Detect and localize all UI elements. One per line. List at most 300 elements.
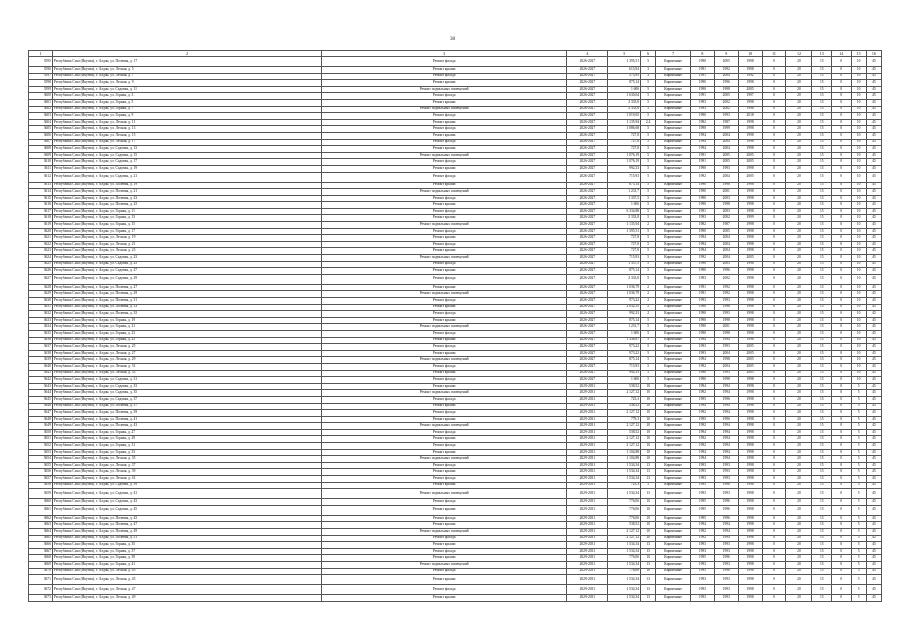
table-cell: Ремонт фасада [322, 515, 567, 522]
table-row [29, 324, 882, 331]
table-cell: 1993 [690, 585, 714, 595]
table-cell: 10 [851, 311, 866, 318]
table-cell: 1990 [690, 370, 714, 377]
table-cell: 0 [762, 383, 786, 390]
table-cell: Кирпичные [656, 248, 691, 255]
table-cell: 2018 [738, 113, 762, 120]
table-cell: 2005 [738, 357, 762, 364]
table-cell: 5 [851, 410, 866, 417]
table-cell: 15 [812, 443, 832, 450]
table-cell: 10 [641, 499, 656, 506]
table-cell: 0 [832, 222, 852, 229]
table-cell: Республика Саха (Якутия), г. Алдан, ул. Садовая, д. 35 [52, 390, 321, 397]
table-cell: 20 [786, 548, 812, 555]
table-cell: 45 [866, 449, 881, 456]
table-cell: 0 [832, 126, 852, 133]
table-cell: Кирпичные [656, 383, 691, 390]
table-cell: 3623 [29, 248, 53, 255]
table-cell: Кирпичные [656, 482, 691, 489]
table-cell: 1999 [714, 126, 738, 133]
table-row [29, 67, 882, 74]
table-cell: 0 [762, 390, 786, 397]
table-cell: Ремонт подвальных помещений [322, 529, 567, 536]
table-cell: 2 333,8 [608, 215, 641, 222]
table-cell: 2029-2031 [567, 429, 608, 436]
table-cell: 2026-2027 [567, 324, 608, 331]
table-cell: 0 [762, 67, 786, 74]
table-cell: 1998 [738, 235, 762, 242]
table-cell: 15 [812, 159, 832, 166]
table-cell: 1995 [690, 505, 714, 515]
table-row [29, 248, 882, 255]
table-cell: 45 [866, 159, 881, 166]
table-cell: Ремонт крыши [322, 416, 567, 423]
table-cell: 3609 [29, 152, 53, 159]
table-cell: 0 [832, 189, 852, 196]
table-row [29, 261, 882, 268]
table-cell: 3645 [29, 396, 53, 403]
table-cell: 5 [641, 159, 656, 166]
table-cell: 1996 [714, 396, 738, 403]
table-cell: Кирпичные [656, 311, 691, 318]
table-cell: 10 [851, 274, 866, 284]
table-cell: 10 [851, 57, 866, 67]
table-row [29, 350, 882, 357]
table-cell: 0 [832, 228, 852, 235]
table-cell: 15 [812, 344, 832, 351]
table-cell: Ремонт фасада [322, 195, 567, 202]
table-cell: 15 [812, 529, 832, 536]
table-cell: Республика Саха (Якутия), г. Алдан, ул. Лесная, д. 21 [52, 241, 321, 248]
table-cell: 1998 [738, 443, 762, 450]
table-cell: 2005 [714, 57, 738, 67]
table-cell: 0 [762, 215, 786, 222]
table-cell: 0 [762, 255, 786, 262]
table-row [29, 268, 882, 275]
table-cell: 0 [762, 535, 786, 542]
table-cell: Кирпичные [656, 222, 691, 229]
table-cell: 3632 [29, 311, 53, 318]
table-cell: 20 [786, 535, 812, 542]
table-cell: 20 [786, 449, 812, 456]
table-row [29, 330, 882, 337]
table-cell: 1992 [690, 535, 714, 542]
table-cell: 15 [812, 522, 832, 529]
table-cell: Республика Саха (Якутия), г. Алдан, ул. Полевая, д. 39 [52, 410, 321, 417]
table-cell: 1994 [714, 535, 738, 542]
table-cell: 5 [851, 429, 866, 436]
table-row [29, 469, 882, 476]
table-cell: 5 [641, 248, 656, 255]
table-cell: 10 [851, 298, 866, 305]
table-cell: 0 [832, 363, 852, 370]
table-cell: 1998 [738, 436, 762, 443]
table-cell: 0 [832, 449, 852, 456]
table-cell: Кирпичные [656, 429, 691, 436]
table-cell: 20 [786, 456, 812, 463]
table-cell: Республика Саха (Якутия), г. Алдан, ул. Садовая, д. 21 [52, 172, 321, 182]
table-row [29, 152, 882, 159]
table-cell: 1993 [690, 99, 714, 106]
table-cell: 20 [786, 152, 812, 159]
table-cell: 10 [851, 344, 866, 351]
table-cell: 0 [832, 410, 852, 417]
table-cell: 3669 [29, 561, 53, 568]
table-cell: Кирпичные [656, 255, 691, 262]
table-cell: 1992 [690, 255, 714, 262]
table-cell: 1998 [738, 585, 762, 595]
table-cell: 1993 [690, 575, 714, 585]
table-cell: 20 [786, 568, 812, 575]
table-cell: Кирпичные [656, 403, 691, 410]
table-cell: 1990 [690, 330, 714, 337]
table-cell: 1 076,19 [608, 152, 641, 159]
table-cell: 727,8 [608, 248, 641, 255]
table-cell: 10 [851, 235, 866, 242]
table-cell: 10 [641, 505, 656, 515]
table-cell: 2 333,8 [608, 99, 641, 106]
table-cell: 875,14 [608, 357, 641, 364]
table-cell: Ремонт фасада [322, 57, 567, 67]
table-cell: 15 [812, 561, 832, 568]
table-cell: 15 [812, 505, 832, 515]
table-cell: 1992 [714, 291, 738, 298]
table-cell: 3607 [29, 139, 53, 146]
table-cell: Ремонт фасада [322, 410, 567, 417]
table-cell: 1998 [738, 383, 762, 390]
table-cell: 2004 [714, 350, 738, 357]
table-cell: 1993 [714, 113, 738, 120]
table-cell: 0 [832, 113, 852, 120]
table-cell: 1998 [738, 119, 762, 126]
table-cell: 0 [832, 132, 852, 139]
table-cell: 2029-2031 [567, 489, 608, 499]
table-cell: 5 [641, 132, 656, 139]
table-cell: 2026-2027 [567, 172, 608, 182]
table-cell: 20 [786, 268, 812, 275]
table-row [29, 555, 882, 562]
table-cell: 10 [641, 410, 656, 417]
table-cell: 0 [762, 505, 786, 515]
table-cell: 3634 [29, 324, 53, 331]
table-cell: 1990 [690, 126, 714, 133]
table-cell: 1 606 [608, 377, 641, 384]
table-cell: 1994 [690, 337, 714, 344]
table-cell: 5 [851, 462, 866, 469]
header-cell: 2 [52, 51, 321, 57]
table-cell: 0 [832, 182, 852, 189]
table-cell: 20 [786, 595, 812, 602]
table-row [29, 462, 882, 469]
table-cell: Республика Саха (Якутия), г. Алдан, ул. Горная, д. 31 [52, 443, 321, 450]
table-cell: 3629 [29, 291, 53, 298]
table-cell: Республика Саха (Якутия), г. Алдан, ул. Лесная, д. 15 [52, 132, 321, 139]
table-cell: 5 [851, 416, 866, 423]
table-cell: Республика Саха (Якутия), г. Алдан, ул. Лесная, д. 31 [52, 363, 321, 370]
table-cell: 3621 [29, 235, 53, 242]
table-cell: 2026-2027 [567, 119, 608, 126]
table-cell: 2029-2031 [567, 548, 608, 555]
table-cell: 45 [866, 410, 881, 417]
table-row [29, 284, 882, 291]
table-cell: 2002 [714, 274, 738, 284]
table-cell: 0 [832, 522, 852, 529]
table-cell: 0 [762, 542, 786, 549]
table-cell: 2029-2031 [567, 522, 608, 529]
table-cell: Республика Саха (Якутия), г. Алдан, ул. Полевая, д. 41 [52, 416, 321, 423]
table-cell: Ремонт крыши [322, 67, 567, 74]
table-cell: Ремонт фасада [322, 568, 567, 575]
table-cell: 5 [851, 449, 866, 456]
table-cell: 1992 [690, 529, 714, 536]
table-cell: 0 [832, 370, 852, 377]
table-cell: Кирпичные [656, 182, 691, 189]
table-cell: Ремонт подвальных помещений [322, 222, 567, 229]
table-cell: 2026-2027 [567, 370, 608, 377]
table-cell: 20 [786, 482, 812, 489]
table-cell: Ремонт фасада [322, 228, 567, 235]
table-cell: 3601 [29, 99, 53, 106]
table-cell: 2026-2027 [567, 159, 608, 166]
header-cell: 8 [690, 51, 714, 57]
table-cell: 15 [812, 542, 832, 549]
table-cell: 1998 [738, 423, 762, 430]
table-cell: 5 [641, 363, 656, 370]
table-cell: 2004 [714, 73, 738, 80]
table-cell: 10 [851, 106, 866, 113]
table-cell: 2026-2027 [567, 208, 608, 215]
table-cell: Ремонт фасада [322, 330, 567, 337]
table-cell: 1 104,88 [608, 449, 641, 456]
table-cell: 0 [762, 189, 786, 196]
table-cell: Республика Саха (Якутия), г. Алдан, ул. Горная, д. 5 [52, 99, 321, 106]
table-cell: 15 [812, 462, 832, 469]
table-cell: 10 [851, 337, 866, 344]
table-cell: 15 [812, 416, 832, 423]
table-cell: 15 [812, 189, 832, 196]
table-cell: 3612 [29, 172, 53, 182]
table-cell: Кирпичные [656, 548, 691, 555]
table-cell: 0 [832, 324, 852, 331]
table-cell: Республика Саха (Якутия), г. Алдан, ул. Лесная, д. 27 [52, 350, 321, 357]
table-cell: 1990 [690, 324, 714, 331]
table-cell: Кирпичные [656, 298, 691, 305]
table-cell: 2 127,12 [608, 436, 641, 443]
table-cell: Ремонт крыши [322, 284, 567, 291]
table-cell: Кирпичные [656, 235, 691, 242]
table-cell: Кирпичные [656, 344, 691, 351]
table-cell: 1993 [714, 542, 738, 549]
table-cell: 0 [832, 469, 852, 476]
table-cell: 1996 [714, 416, 738, 423]
table-cell: Кирпичные [656, 208, 691, 215]
table-cell: 2004 [714, 241, 738, 248]
table-cell: 1992 [690, 390, 714, 397]
table-cell: 0 [832, 195, 852, 202]
table-cell: 1998 [738, 139, 762, 146]
table-cell: 727,8 [608, 146, 641, 153]
table-cell: 0 [832, 159, 852, 166]
table-cell: Кирпичные [656, 73, 691, 80]
table-cell: 20 [786, 274, 812, 284]
table-cell: 45 [866, 172, 881, 182]
table-cell: 15 [812, 113, 832, 120]
table-cell: 15 [812, 86, 832, 93]
table-cell: 0 [762, 208, 786, 215]
table-cell: 20 [786, 241, 812, 248]
table-cell: 20 [786, 357, 812, 364]
table-cell: 3615 [29, 195, 53, 202]
table-cell: 1993 [714, 165, 738, 172]
table-cell: 10 [851, 208, 866, 215]
table-cell: 10 [641, 436, 656, 443]
table-cell: 2005 [738, 159, 762, 166]
table-cell: 15 [812, 311, 832, 318]
table-cell: Республика Саха (Якутия), г. Алдан, ул. Лесная, д. 29 [52, 357, 321, 364]
table-cell: 10 [851, 215, 866, 222]
table-cell: 0 [762, 165, 786, 172]
table-cell: 0 [762, 152, 786, 159]
header-cell: 16 [866, 51, 881, 57]
table-cell: 2026-2027 [567, 182, 608, 189]
table-cell: 0 [832, 119, 852, 126]
table-cell: 45 [866, 189, 881, 196]
table-cell: 0 [832, 317, 852, 324]
table-cell: Кирпичные [656, 189, 691, 196]
table-cell: 3625 [29, 261, 53, 268]
table-cell: 1998 [738, 390, 762, 397]
table-cell: 0 [832, 383, 852, 390]
table-cell: 20 [786, 350, 812, 357]
table-cell: 20 [786, 73, 812, 80]
table-cell: 15 [812, 261, 832, 268]
table-row [29, 119, 882, 126]
table-cell: Кирпичные [656, 357, 691, 364]
table-cell: Ремонт фасада [322, 396, 567, 403]
table-cell: 20 [786, 542, 812, 549]
table-cell: 3639 [29, 357, 53, 364]
table-cell: Кирпичные [656, 291, 691, 298]
table-cell: Республика Саха (Якутия), г. Алдан, ул. Лесная, д. 39 [52, 469, 321, 476]
table-cell: 45 [866, 99, 881, 106]
table-cell: 45 [866, 515, 881, 522]
table-row [29, 202, 882, 209]
table-cell: 2026-2027 [567, 86, 608, 93]
table-cell: 0 [832, 344, 852, 351]
table-cell: Кирпичные [656, 67, 691, 74]
table-cell: Ремонт крыши [322, 182, 567, 189]
table-cell: 727,8 [608, 132, 641, 139]
table-cell: 10 [851, 99, 866, 106]
table-cell: Ремонт фасада [322, 208, 567, 215]
table-cell: Ремонт фасада [322, 113, 567, 120]
table-cell: 1992 [738, 73, 762, 80]
table-cell: 20 [786, 228, 812, 235]
table-cell: 1998 [738, 555, 762, 562]
table-cell: 45 [866, 575, 881, 585]
table-cell: 45 [866, 126, 881, 133]
table-cell: 20 [786, 215, 812, 222]
table-cell: 2003 [714, 261, 738, 268]
table-cell: 3599 [29, 86, 53, 93]
table-cell: Кирпичные [656, 337, 691, 344]
table-cell: 0 [762, 344, 786, 351]
table-cell: Ремонт подвальных помещений [322, 106, 567, 113]
table-cell: Республика Саха (Якутия), г. Алдан, ул. Садовая, д. 39 [52, 482, 321, 489]
table-cell: Кирпичные [656, 515, 691, 522]
table-cell: 5 [641, 482, 656, 489]
table-cell: 5 [641, 344, 656, 351]
table-cell: 5 [641, 337, 656, 344]
table-cell: 2 127,12 [608, 529, 641, 536]
table-cell: 1993 [690, 298, 714, 305]
table-cell: 1987 [714, 119, 738, 126]
table-cell: 20 [786, 317, 812, 324]
table-cell: 45 [866, 383, 881, 390]
table-cell: 776,06 [608, 505, 641, 515]
table-cell: 1998 [738, 595, 762, 602]
table-cell: 15 [812, 403, 832, 410]
table-cell: 1995 [690, 482, 714, 489]
table-cell: Ремонт фасада [322, 311, 567, 318]
table-row [29, 274, 882, 284]
table-cell: 2026-2027 [567, 215, 608, 222]
table-cell: 10 [851, 182, 866, 189]
table-cell: 45 [866, 146, 881, 153]
table-cell: 20 [786, 57, 812, 67]
table-cell: Республика Саха (Якутия), г. Алдан, ул. Полевая, д. 21 [52, 189, 321, 196]
table-cell: 45 [866, 298, 881, 305]
table-cell: Республика Саха (Якутия), г. Алдан, ул. Лесная, д. 47 [52, 585, 321, 595]
table-cell: Ремонт фасада [322, 344, 567, 351]
table-cell: 5 [851, 396, 866, 403]
table-cell: 15 [812, 182, 832, 189]
table-cell: 0 [762, 423, 786, 430]
table-row [29, 515, 882, 522]
table-cell: 10 [851, 222, 866, 229]
table-cell: Республика Саха (Якутия), г. Алдан, ул. Лесная, д. 45 [52, 575, 321, 585]
table-cell: 45 [866, 67, 881, 74]
table-cell: 5 [641, 241, 656, 248]
table-cell: 1993 [690, 548, 714, 555]
table-cell: 2026-2027 [567, 195, 608, 202]
table-cell: Ремонт крыши [322, 146, 567, 153]
table-cell: 15 [812, 208, 832, 215]
table-cell: Кирпичные [656, 449, 691, 456]
table-row [29, 403, 882, 410]
table-cell: 615,94 [608, 67, 641, 74]
table-cell: 3641 [29, 370, 53, 377]
table-cell: Кирпичные [656, 595, 691, 602]
table-cell: 0 [832, 482, 852, 489]
table-cell: 5 [641, 324, 656, 331]
table-cell: 20 [786, 291, 812, 298]
table-cell: 1996 [714, 505, 738, 515]
table-cell: 2029-2031 [567, 410, 608, 417]
table-cell: 0 [832, 284, 852, 291]
table-cell: 2029-2031 [567, 505, 608, 515]
table-cell: 2029-2031 [567, 416, 608, 423]
table-cell: 20 [786, 377, 812, 384]
table-cell: Кирпичные [656, 416, 691, 423]
table-cell: 5 [641, 330, 656, 337]
table-cell: 1998 [738, 489, 762, 499]
table-cell: Республика Саха (Якутия), г. Алдан, ул. Лесная, д. 9 [52, 80, 321, 87]
table-cell: Ремонт крыши [322, 436, 567, 443]
table-cell: 1994 [690, 132, 714, 139]
table-cell: 1 036,79 [608, 291, 641, 298]
table-cell: 2003 [714, 208, 738, 215]
